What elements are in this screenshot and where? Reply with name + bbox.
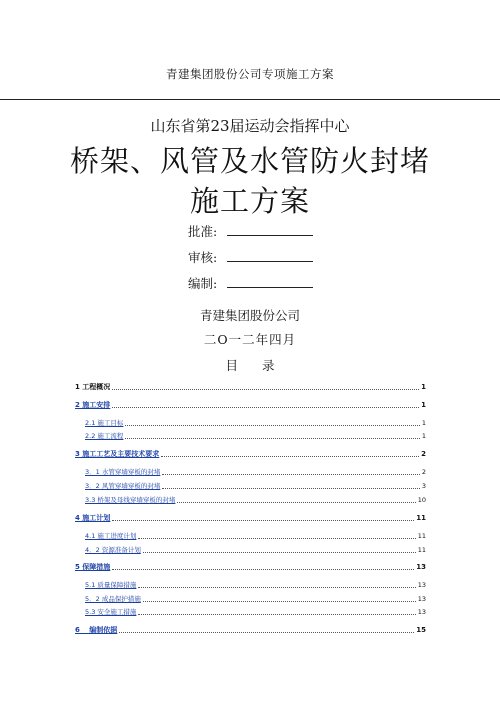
- toc-entry-label: 4 施工计划: [75, 514, 111, 522]
- toc-entry-5-1[interactable]: [85, 580, 426, 590]
- toc-entry-page: 3: [421, 482, 426, 490]
- toc-entry-page: 13: [417, 581, 426, 589]
- toc-leader: [161, 456, 419, 457]
- toc-entry-label: 2.1 施工目标: [85, 419, 124, 427]
- prepare-row: [188, 275, 313, 292]
- toc-entry-page: 2: [421, 468, 426, 476]
- toc-leader: [162, 474, 420, 475]
- toc-leader: [112, 520, 414, 521]
- toc-leader: [138, 538, 415, 539]
- toc-entry-page: 1: [421, 401, 426, 409]
- toc-leader: [143, 552, 416, 553]
- document-title-line2: 施工方案: [189, 184, 310, 218]
- approve-label: 批准:: [188, 224, 218, 239]
- toc-entry-page: 13: [417, 595, 426, 603]
- toc-leader: [177, 502, 415, 503]
- toc-entry-label: 3 施工工艺及主要技术要求: [75, 450, 160, 458]
- toc-entry-1[interactable]: [75, 382, 426, 392]
- toc-entry-label: 3.3 桥架及母线穿墙穿板的封堵: [85, 496, 176, 504]
- document-date: 二O一二年四月: [203, 332, 297, 347]
- toc-entry-page: 11: [417, 546, 426, 554]
- toc-entry-5[interactable]: [75, 562, 426, 572]
- toc-entry-4[interactable]: [75, 513, 426, 523]
- toc-leader: [125, 438, 419, 439]
- toc-entry-page: 10: [417, 496, 426, 504]
- toc-heading: [0, 356, 500, 374]
- toc-entry-4-1[interactable]: [85, 531, 426, 541]
- toc-heading-left: 目: [225, 358, 238, 373]
- toc-leader: [119, 632, 414, 633]
- toc-entry-page: 1: [421, 432, 426, 440]
- toc-entry-3[interactable]: [75, 449, 426, 459]
- toc-entry-page: 2: [421, 450, 426, 458]
- toc-entry-page: 13: [416, 563, 426, 571]
- company-name: 青建集团股份公司: [199, 308, 300, 323]
- project-name: 山东省第23届运动会指挥中心: [150, 117, 350, 135]
- toc-entry-label: 2.2 施工流程: [85, 432, 124, 440]
- toc-leader: [112, 389, 419, 390]
- toc-leader: [125, 425, 419, 426]
- toc-entry-label: 5.3 安全施工措施: [85, 608, 137, 616]
- toc-entry-label: 5．2 成品保护措施: [85, 595, 141, 603]
- toc-entry-label: 5 保障措施: [75, 563, 111, 571]
- review-signature-line: [227, 249, 313, 262]
- header-divider: [0, 99, 500, 100]
- toc-leader: [112, 407, 419, 408]
- toc-entry-2-1[interactable]: [85, 418, 426, 428]
- toc-entry-5-2[interactable]: [85, 594, 426, 604]
- toc-heading-right: 录: [262, 358, 275, 373]
- toc-entry-page: 11: [416, 514, 426, 522]
- toc-entry-label: 6 编制依据: [75, 626, 118, 634]
- toc-entry-page: 1: [421, 419, 426, 427]
- toc-leader: [138, 614, 415, 615]
- toc-entry-page: 11: [417, 532, 426, 540]
- toc-entry-label: 1 工程概况: [75, 383, 111, 391]
- toc-entry-page: 13: [417, 608, 426, 616]
- toc-entry-6[interactable]: [75, 625, 426, 635]
- toc-entry-2-2[interactable]: [85, 431, 426, 441]
- prepare-label: 编制:: [188, 276, 218, 291]
- toc-entry-3-1[interactable]: [85, 467, 426, 477]
- running-header: 青建集团股份公司专项施工方案: [166, 67, 334, 81]
- toc-entry-label: 3．2 风管穿墙穿板的封堵: [85, 482, 161, 490]
- prepare-signature-line: [227, 275, 313, 288]
- toc-entry-3-2[interactable]: [85, 481, 426, 491]
- toc-entry-label: 5.1 质量保障措施: [85, 581, 137, 589]
- toc-entry-label: 4．2 资源准备计划: [85, 546, 141, 554]
- toc-entry-label: 2 施工安排: [75, 401, 111, 409]
- toc-entry-2[interactable]: [75, 400, 426, 410]
- review-row: [188, 249, 313, 266]
- review-label: 审核:: [188, 250, 218, 265]
- toc-leader: [138, 587, 415, 588]
- toc-entry-page: 15: [416, 626, 426, 634]
- toc-leader: [143, 601, 416, 602]
- toc-leader: [112, 569, 414, 570]
- toc-entry-3-3[interactable]: [85, 495, 426, 505]
- toc-entry-label: 3．1 水管穿墙穿板的封堵: [85, 468, 161, 476]
- toc-leader: [162, 488, 420, 489]
- toc-entry-5-3[interactable]: [85, 607, 426, 617]
- toc-entry-page: 1: [421, 383, 426, 391]
- approve-row: [188, 223, 313, 240]
- approve-signature-line: [227, 223, 313, 236]
- document-title-line1: 桥架、风管及水管防火封堵: [69, 144, 430, 178]
- toc-entry-4-2[interactable]: [85, 545, 426, 555]
- toc-entry-label: 4.1 施工进度计划: [85, 532, 137, 540]
